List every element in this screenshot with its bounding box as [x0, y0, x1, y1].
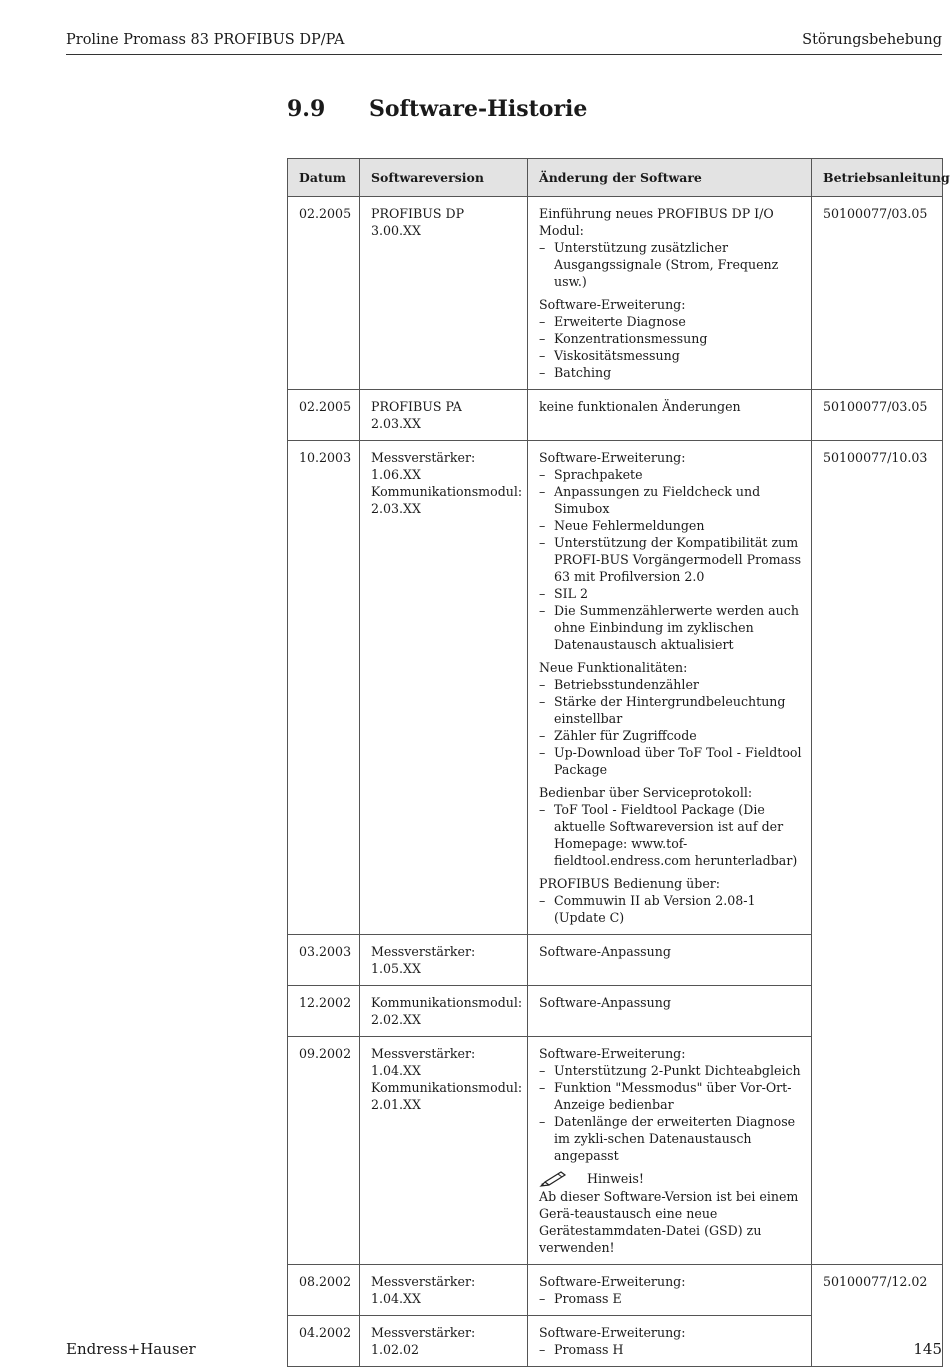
- change-item: – Erweiterte Diagnose: [539, 313, 803, 330]
- change-item: – Die Summenzählerwerte werden auch ohne Einbindung im zyklischen Datenaustausch aktualisiert: [539, 602, 803, 653]
- change-block-heading: Einführung neues PROFIBUS DP I/O Modul:: [539, 206, 774, 238]
- date-cell: 02.2005: [288, 197, 360, 390]
- change-block-heading: Neue Funktionalitäten:: [539, 660, 688, 675]
- version-line: Messverstärker:: [371, 1274, 476, 1289]
- changes-cell: [528, 1265, 812, 1316]
- version-line: Messverstärker:: [371, 1325, 476, 1340]
- section-number: 9.9: [287, 96, 326, 122]
- change-item: – Batching: [539, 364, 803, 381]
- change-item: – ToF Tool - Fieldtool Package (Die aktuelle Softwareversion ist auf der Homepage: www.tof-fieldtool.endress.com herunterladbar): [539, 801, 803, 869]
- note-text: Ab dieser Software-Version ist bei einem Gerä-teaustausch eine neue Gerätestammdaten-Datei (GSD) zu verwenden!: [539, 1189, 799, 1255]
- change-list: [539, 1290, 803, 1307]
- version-cell: [360, 1265, 528, 1316]
- change-block-heading: Software-Erweiterung:: [539, 297, 686, 312]
- column-header-changes: Änderung der Software: [528, 159, 812, 197]
- version-line: 1.04.XX: [371, 1063, 421, 1078]
- version-cell: [360, 986, 528, 1037]
- change-list: [539, 1062, 803, 1164]
- change-item: – Anpassungen zu Fieldcheck und Simubox: [539, 483, 803, 517]
- version-line: Messverstärker:: [371, 450, 476, 465]
- pencil-icon: [539, 1170, 569, 1188]
- change-block-heading: Software-Erweiterung:: [539, 1274, 686, 1289]
- change-item: – Unterstützung zusätzlicher Ausgangssignale (Strom, Frequenz usw.): [539, 239, 803, 290]
- change-item: – Datenlänge der erweiterten Diagnose im zykli-schen Datenaustausch angepasst: [539, 1113, 803, 1164]
- version-cell: [360, 390, 528, 441]
- change-item: – Unterstützung der Kompatibilität zum PROFI-BUS Vorgängermodell Promass 63 mit Profilversion 2.0: [539, 534, 803, 585]
- change-item: – Betriebsstundenzähler: [539, 676, 803, 693]
- version-line: Kommunikationsmodul:: [371, 484, 523, 499]
- version-line: 2.02.XX: [371, 1012, 421, 1027]
- running-header: [66, 30, 942, 55]
- version-line: Kommunikationsmodul:: [371, 1080, 523, 1095]
- change-block: [539, 398, 803, 415]
- version-line: 1.06.XX: [371, 467, 421, 482]
- changes-cell: [528, 986, 812, 1037]
- changes-cell: [528, 390, 812, 441]
- company-name: Endress+Hauser: [66, 1340, 196, 1358]
- change-item: – SIL 2: [539, 585, 803, 602]
- version-line: 1.05.XX: [371, 961, 421, 976]
- version-line: Messverstärker:: [371, 1046, 476, 1061]
- changes-cell: [528, 1316, 812, 1367]
- manual-cell: 50100077/03.05: [812, 197, 943, 390]
- change-block: [539, 1045, 803, 1164]
- version-cell: [360, 197, 528, 390]
- change-list: [539, 676, 803, 778]
- column-header-date: Datum: [288, 159, 360, 197]
- version-line: Messverstärker:: [371, 944, 476, 959]
- change-block-heading: Software-Anpassung: [539, 944, 671, 959]
- version-line: 3.00.XX: [371, 223, 421, 238]
- note-block: [539, 1170, 803, 1256]
- table-row: [288, 1265, 943, 1316]
- change-block: [539, 1324, 803, 1358]
- manual-cell: 50100077/03.05: [812, 390, 943, 441]
- changes-cell: [528, 197, 812, 390]
- change-item: – Commuwin II ab Version 2.08-1 (Update C): [539, 892, 803, 926]
- change-block-heading: Software-Erweiterung:: [539, 1325, 686, 1340]
- change-block-heading: Software-Erweiterung:: [539, 450, 686, 465]
- section-heading: [287, 96, 587, 122]
- date-cell: 12.2002: [288, 986, 360, 1037]
- change-list: [539, 892, 803, 926]
- change-block: [539, 205, 803, 290]
- note-header: [539, 1170, 803, 1188]
- page-number: 145: [913, 1340, 942, 1358]
- change-block: [539, 784, 803, 869]
- change-list: [539, 466, 803, 653]
- date-cell: 08.2002: [288, 1265, 360, 1316]
- changes-cell: [528, 1037, 812, 1265]
- version-cell: [360, 1037, 528, 1265]
- change-list: [539, 801, 803, 869]
- column-header-version: Softwareversion: [360, 159, 528, 197]
- software-history-table: [287, 158, 950, 1367]
- change-list: [539, 1341, 803, 1358]
- changes-cell: [528, 935, 812, 986]
- change-block: [539, 943, 803, 960]
- change-item: – Sprachpakete: [539, 466, 803, 483]
- date-cell: 10.2003: [288, 441, 360, 935]
- version-cell: [360, 441, 528, 935]
- version-line: 1.04.XX: [371, 1291, 421, 1306]
- manual-cell: 50100077/10.03: [812, 441, 943, 1265]
- manual-cell: 50100077/12.02: [812, 1265, 943, 1367]
- date-cell: 02.2005: [288, 390, 360, 441]
- changes-cell: [528, 441, 812, 935]
- version-line: 2.03.XX: [371, 501, 421, 516]
- change-list: [539, 239, 803, 290]
- change-block: [539, 659, 803, 778]
- date-cell: 04.2002: [288, 1316, 360, 1367]
- change-item: – Stärke der Hintergrundbeleuchtung einstellbar: [539, 693, 803, 727]
- change-item: – Konzentrationsmessung: [539, 330, 803, 347]
- version-cell: [360, 935, 528, 986]
- change-list: [539, 313, 803, 381]
- version-cell: [360, 1316, 528, 1367]
- version-line: Kommunikationsmodul:: [371, 995, 523, 1010]
- version-line: PROFIBUS DP: [371, 206, 465, 221]
- change-item: – Up-Download über ToF Tool - Fieldtool Package: [539, 744, 803, 778]
- note-label: Hinweis!: [587, 1171, 644, 1186]
- change-block: [539, 449, 803, 653]
- change-item: – Neue Fehlermeldungen: [539, 517, 803, 534]
- section-title: Software-Historie: [369, 96, 588, 122]
- document-title: Proline Promass 83 PROFIBUS DP/PA: [66, 32, 345, 48]
- change-item: – Zähler für Zugriffcode: [539, 727, 803, 744]
- change-block-heading: Bedienbar über Serviceprotokoll:: [539, 785, 753, 800]
- chapter-title: Störungsbehebung: [802, 32, 942, 48]
- date-cell: 09.2002: [288, 1037, 360, 1265]
- change-block: [539, 875, 803, 926]
- table-row: [288, 441, 943, 935]
- change-block: [539, 1273, 803, 1307]
- version-line: 2.03.XX: [371, 416, 421, 431]
- table-row: [288, 197, 943, 390]
- change-block-heading: Software-Erweiterung:: [539, 1046, 686, 1061]
- change-block-heading: PROFIBUS Bedienung über:: [539, 876, 721, 891]
- change-block: [539, 994, 803, 1011]
- change-block: [539, 296, 803, 381]
- table-header-row: [288, 159, 943, 197]
- change-item: – Promass H: [539, 1341, 803, 1358]
- change-item: – Funktion "Messmodus" über Vor-Ort-Anzeige bedienbar: [539, 1079, 803, 1113]
- change-item: – Unterstützung 2-Punkt Dichteabgleich: [539, 1062, 803, 1079]
- table-row: [288, 390, 943, 441]
- date-cell: 03.2003: [288, 935, 360, 986]
- change-block-heading: keine funktionalen Änderungen: [539, 399, 741, 414]
- version-line: 2.01.XX: [371, 1097, 421, 1112]
- change-block-heading: Software-Anpassung: [539, 995, 671, 1010]
- change-item: – Promass E: [539, 1290, 803, 1307]
- column-header-manual: Betriebsanleitung: [812, 159, 943, 197]
- version-line: 1.02.02: [371, 1342, 420, 1357]
- table-body: [288, 197, 943, 1367]
- version-line: PROFIBUS PA: [371, 399, 462, 414]
- change-item: – Viskositätsmessung: [539, 347, 803, 364]
